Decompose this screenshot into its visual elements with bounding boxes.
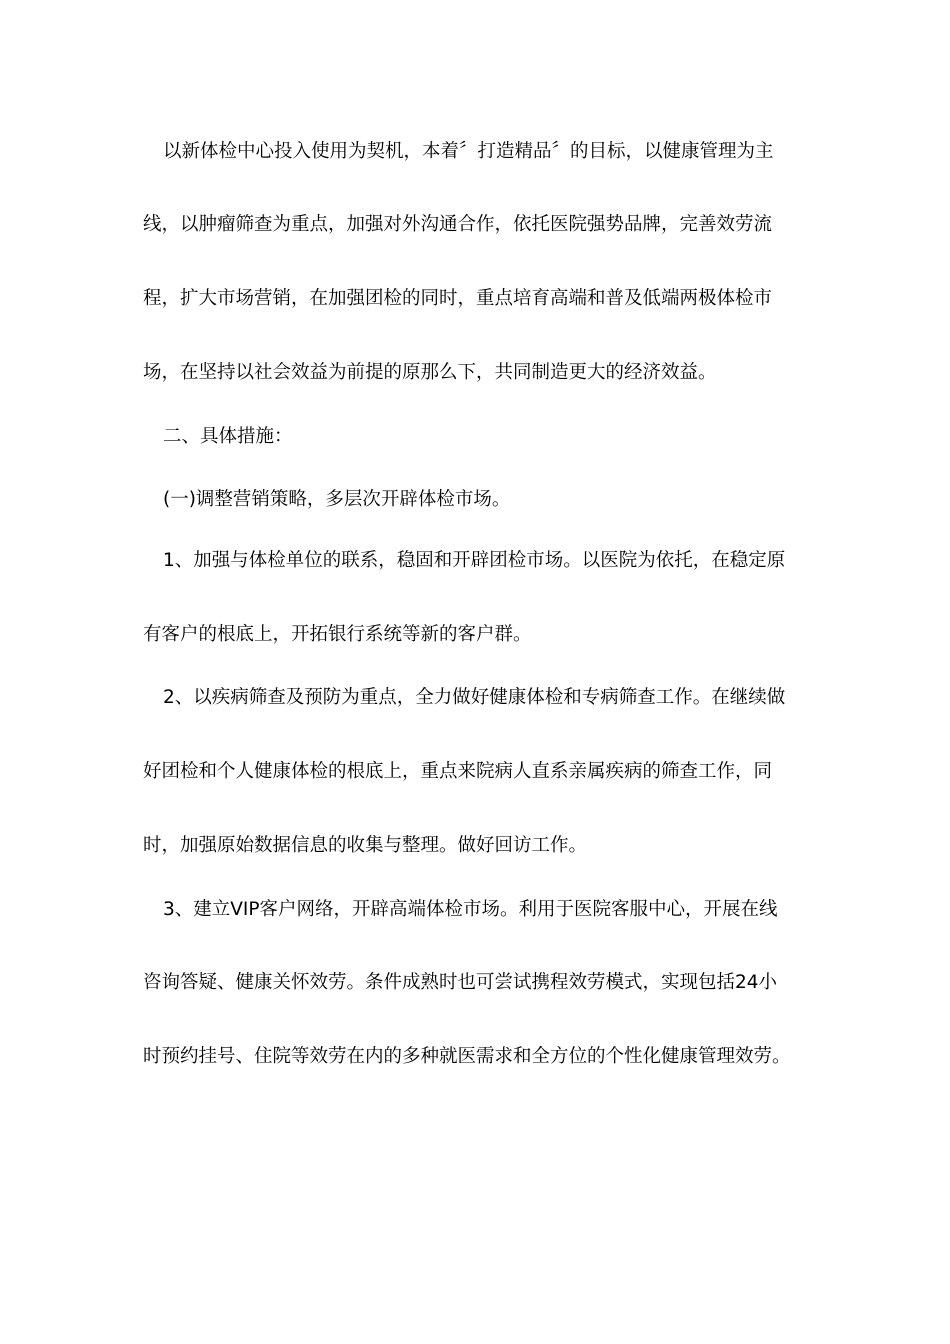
paragraph-line: 以新体检中心投入使用为契机，本着〞打造精品〞的目标，以健康管理为主 [163,141,774,162]
section-heading: 二、具体措施： [163,426,293,447]
paragraph-line: 时预约挂号、住院等效劳在内的多种就医需求和全方位的个性化健康管理效劳。 [143,1046,791,1067]
paragraph-line: 线，以肿瘤筛查为重点，加强对外沟通合作，依托医院强势品牌，完善效劳流 [143,214,773,235]
paragraph-line: 好团检和个人健康体检的根底上，重点来院病人直系亲属疾病的筛查工作，同 [143,761,773,782]
paragraph-line: 时，加强原始数据信息的收集与整理。做好回访工作。 [143,835,588,856]
paragraph-line: 3、建立VIP客户网络，开辟高端体检市场。利用于医院客服中心，开展在线 [163,899,778,920]
subsection-heading: (一)调整营销策略，多层次开辟体检市场。 [163,489,511,510]
paragraph-line: 场，在坚持以社会效益为前提的原那么下，共同制造更大的经济效益。 [143,362,717,383]
paragraph-line: 程，扩大市场营销，在加强团检的同时，重点培育高端和普及低端两极体检市 [143,288,773,309]
paragraph-line: 1、加强与体检单位的联系，稳固和开辟团检市场。以医院为依托，在稳定原 [163,550,786,571]
paragraph-line: 2、以疾病筛查及预防为重点，全力做好健康体检和专病筛查工作。在继续做 [163,687,786,708]
paragraph-line: 有客户的根底上，开拓银行系统等新的客户群。 [143,624,532,645]
paragraph-line: 咨询答疑、健康关怀效劳。条件成熟时也可尝试携程效劳模式，实现包括24小 [143,972,778,993]
